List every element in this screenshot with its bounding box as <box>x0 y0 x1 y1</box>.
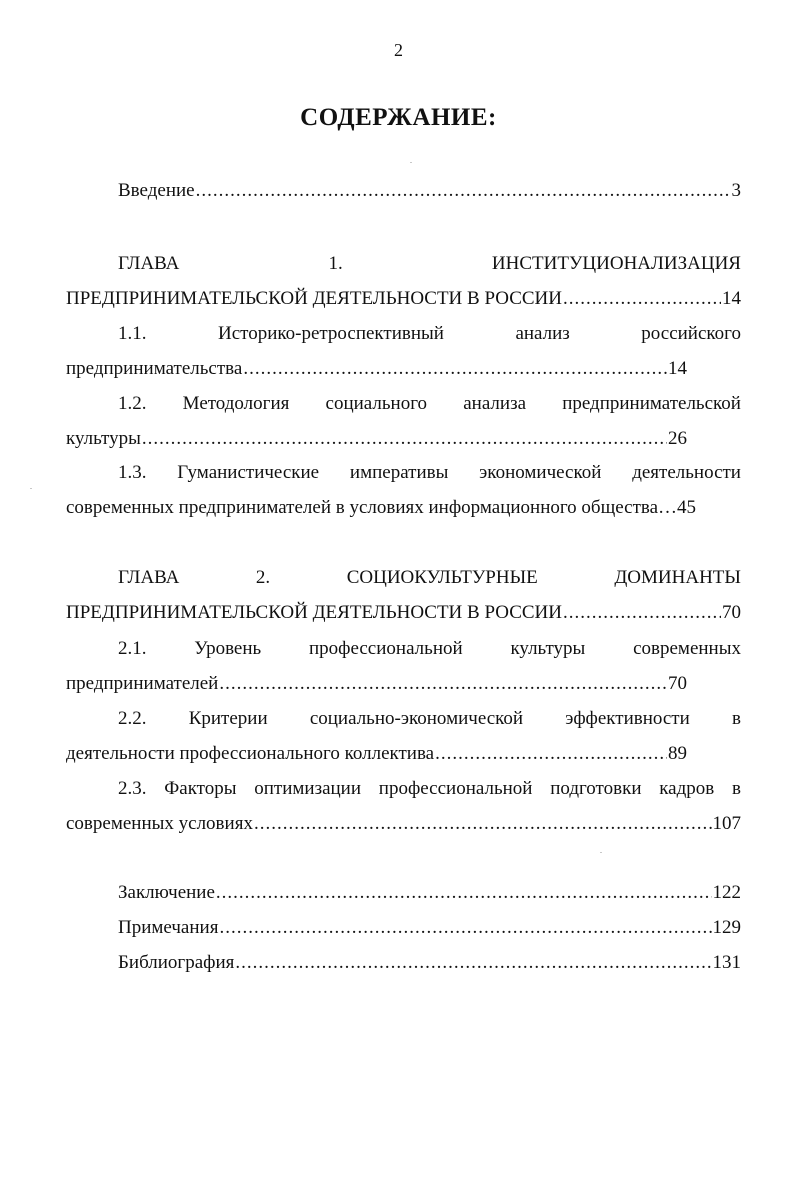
chapter-word: ДОМИНАНТЫ <box>614 567 741 588</box>
toc-entry-page: 45 <box>677 497 697 518</box>
chapter-number: 1. <box>328 253 343 274</box>
section-text: деятельности профессионального коллектива <box>66 743 435 764</box>
section-word: профессиональной <box>378 778 533 799</box>
dot-leader <box>563 286 721 312</box>
section-1-3-line2 <box>66 495 741 521</box>
chapter-1-heading <box>118 251 741 277</box>
dot-leader <box>216 880 712 906</box>
chapter-1-heading-cont <box>66 286 741 312</box>
chapter-word: СОЦИОКУЛЬТУРНЫЕ <box>346 567 538 588</box>
section-word: подготовки <box>550 778 642 799</box>
dot-leader <box>196 178 731 204</box>
toc-entry-page: 14 <box>722 288 741 309</box>
section-word: культуры <box>510 638 586 659</box>
chapter-2-heading-cont <box>66 600 741 626</box>
section-word: современных <box>633 638 741 659</box>
section-word: кадров <box>659 778 715 799</box>
section-word: деятельности <box>632 462 741 483</box>
section-word: Историко-ретроспективный <box>217 323 444 344</box>
toc-entry-page: 14 <box>668 358 687 379</box>
toc-entry-page: 3 <box>731 180 741 201</box>
section-word: Уровень <box>194 638 262 659</box>
dot-leader <box>142 426 667 452</box>
section-number: 2.2. <box>118 708 147 729</box>
section-text: предпринимательства <box>66 358 243 379</box>
section-text: современных предпринимателей в условиях информационного общества… <box>66 497 678 518</box>
section-number: 1.3. <box>118 462 147 483</box>
section-word: Гуманистические <box>177 462 320 483</box>
section-word: экономической <box>479 462 602 483</box>
dot-leader <box>235 950 711 976</box>
section-word: российского <box>641 323 741 344</box>
section-2-2-line1 <box>118 706 741 732</box>
section-word: Методология <box>182 393 290 414</box>
toc-entry-page: 107 <box>712 813 741 834</box>
section-text: культуры <box>66 428 141 449</box>
section-word: оптимизации <box>254 778 362 799</box>
section-text: предпринимателей <box>66 673 219 694</box>
chapter-word: ГЛАВА <box>118 253 180 274</box>
chapter-title: ПРЕДПРИНИМАТЕЛЬСКОЙ ДЕЯТЕЛЬНОСТИ В РОССИИ <box>66 602 562 623</box>
chapter-word: ИНСТИТУЦИОНАЛИЗАЦИЯ <box>491 253 741 274</box>
chapter-number: 2. <box>255 567 271 588</box>
toc-entry-page: 129 <box>712 917 741 938</box>
toc-entry-page: 70 <box>722 602 741 623</box>
toc-entry-label: Введение <box>118 180 195 201</box>
section-1-2-line2 <box>66 426 687 452</box>
section-text: современных условиях <box>66 813 253 834</box>
section-number: 1.1. <box>118 323 147 344</box>
toc-entry-page: 70 <box>668 673 687 694</box>
section-1-1-line1 <box>118 321 741 347</box>
section-number: 2.3. <box>118 778 147 799</box>
dot-leader <box>563 600 721 626</box>
section-2-1-line1 <box>118 636 741 662</box>
section-2-3-line1 <box>118 776 741 802</box>
toc-entry-notes <box>118 915 741 941</box>
scan-speck <box>600 852 602 853</box>
section-word: в <box>731 708 741 729</box>
scan-speck <box>30 488 32 489</box>
page-number: 2 <box>394 40 403 60</box>
toc-entry-label: Примечания <box>118 917 219 938</box>
chapter-title: ПРЕДПРИНИМАТЕЛЬСКОЙ ДЕЯТЕЛЬНОСТИ В РОССИИ <box>66 288 562 309</box>
toc-entry-page: 122 <box>712 882 741 903</box>
toc-entry-page: 26 <box>668 428 687 449</box>
section-word: Критерии <box>188 708 268 729</box>
dot-leader <box>243 356 667 382</box>
section-word: в <box>732 778 741 799</box>
section-1-1-line2 <box>66 356 687 382</box>
scan-speck <box>410 162 412 163</box>
toc-entry-label: Заключение <box>118 882 215 903</box>
chapter-word: ГЛАВА <box>118 567 180 588</box>
toc-entry-label: Библиография <box>118 952 235 973</box>
section-word: предпринимательской <box>562 393 741 414</box>
toc-entry-page: 131 <box>712 952 741 973</box>
dot-leader <box>219 671 667 697</box>
toc-entry-bibliography <box>118 950 741 976</box>
toc-entry-page: 89 <box>668 743 687 764</box>
section-1-2-line1 <box>118 391 741 417</box>
section-word: анализа <box>463 393 527 414</box>
section-word: эффективности <box>565 708 690 729</box>
section-number: 2.1. <box>118 638 147 659</box>
section-word: социального <box>325 393 428 414</box>
section-2-3-line2 <box>66 811 741 837</box>
contents-title: СОДЕРЖАНИЕ: <box>300 104 497 131</box>
section-1-3-line1 <box>118 460 741 486</box>
section-word: социально-экономической <box>309 708 524 729</box>
chapter-2-heading <box>118 565 741 591</box>
toc-entry-intro <box>118 178 741 204</box>
dot-leader <box>219 915 711 941</box>
dot-leader <box>435 741 667 767</box>
section-word: анализ <box>515 323 570 344</box>
section-2-1-line2 <box>66 671 687 697</box>
section-number: 1.2. <box>118 393 147 414</box>
section-word: Факторы <box>164 778 237 799</box>
toc-entry-conclusion <box>118 880 741 906</box>
section-2-2-line2 <box>66 741 687 767</box>
section-word: императивы <box>349 462 449 483</box>
dot-leader <box>254 811 712 837</box>
section-word: профессиональной <box>308 638 463 659</box>
